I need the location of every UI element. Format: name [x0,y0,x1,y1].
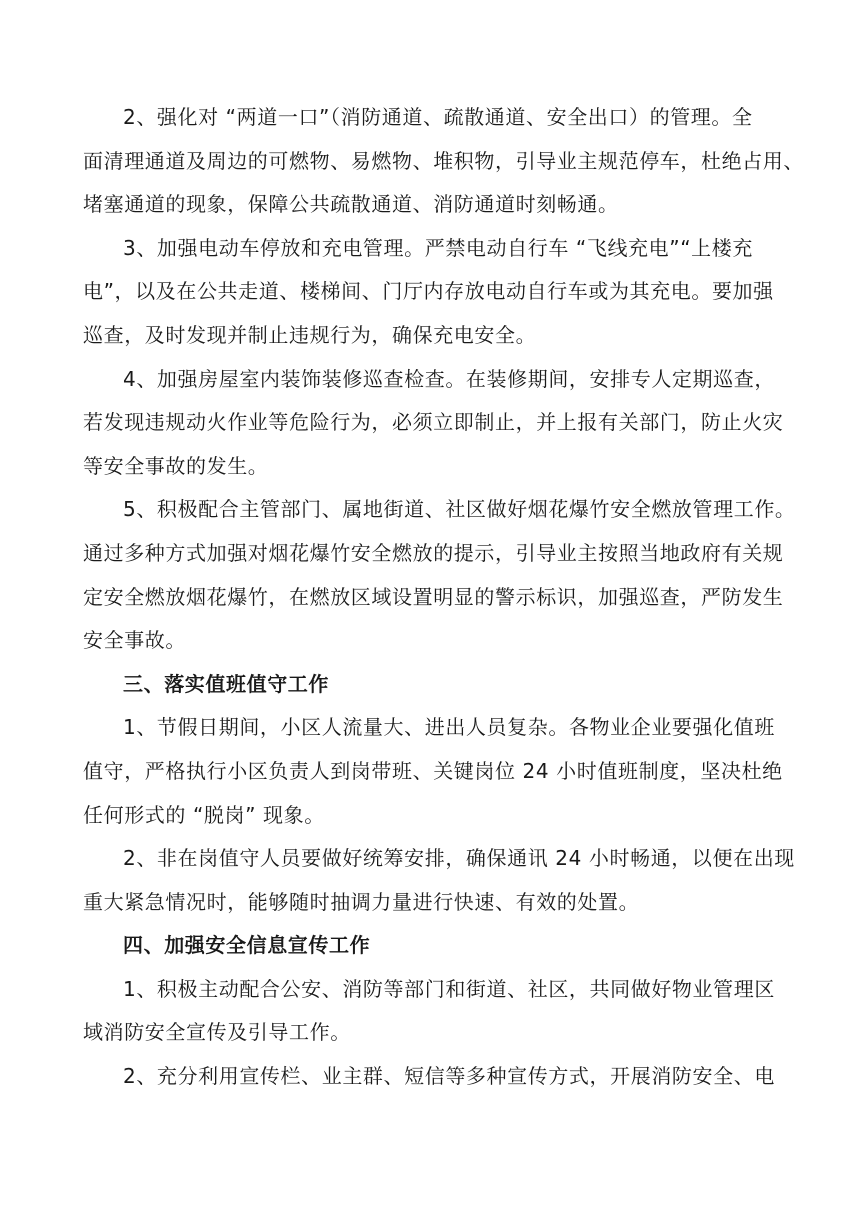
paragraph-line: 等安全事故的发生。 [83,453,269,478]
paragraph-line: 4、加强房屋室内装饰装修巡查检查。在装修期间，安排专人定期巡查， [123,366,775,391]
paragraph-line: 3、加强电动车停放和充电管理。严禁电动自行车 “飞线充电”“上楼充 [123,235,753,260]
paragraph-line: 若发现违规动火作业等危险行为，必须立即制止，并上报有关部门，防止火灾 [83,410,784,435]
paragraph-line: 定安全燃放烟花爆竹，在燃放区域设置明显的警示标识，加强巡查，严防发生 [83,584,784,609]
paragraph-line: 1、积极主动配合公安、消防等部门和街道、社区，共同做好物业管理区 [123,976,775,1001]
paragraph-line: 任何形式的 “脱岗” 现象。 [83,802,325,827]
paragraph-line: 2、非在岗值守人员要做好统筹安排，确保通讯 24 小时畅通，以便在出现 [123,846,795,871]
document-page [83,96,804,1099]
section-heading: 四、加强安全信息宣传工作 [123,933,371,958]
paragraph-line: 域消防安全宣传及引导工作。 [83,1020,351,1045]
section-heading: 三、落实值班值守工作 [123,671,329,696]
paragraph-line: 巡查，及时发现并制止违规行为，确保充电安全。 [83,322,537,347]
paragraph-line: 1、节假日期间，小区人流量大、进出人员复杂。各物业企业要强化值班 [123,715,775,740]
paragraph-line: 5、积极配合主管部门、属地街道、社区做好烟花爆竹安全燃放管理工作。 [123,497,796,522]
paragraph-line: 通过多种方式加强对烟花爆竹安全燃放的提示，引导业主按照当地政府有关规 [83,540,784,565]
paragraph-line: 重大紧急情况时，能够随时抽调力量进行快速、有效的处置。 [83,889,640,914]
paragraph-line: 2、强化对 “两道一口”（消防通道、疏散通道、安全出口）的管理。全 [123,105,753,129]
paragraph-line: 堵塞通道的现象，保障公共疏散通道、消防通道时刻畅通。 [83,192,619,217]
paragraph-line: 安全事故。 [83,628,186,653]
paragraph-line: 电”，以及在公共走道、楼梯间、门厅内存放电动自行车或为其充电。要加强 [83,279,774,304]
paragraph-line: 2、充分利用宣传栏、业主群、短信等多种宣传方式，开展消防安全、电 [123,1064,775,1089]
paragraph-line: 面清理通道及周边的可燃物、易燃物、堆积物，引导业主规范停车，杜绝占用、 [83,148,804,173]
paragraph-line: 值守，严格执行小区负责人到岗带班、关键岗位 24 小时值班制度，坚决杜绝 [83,758,783,783]
